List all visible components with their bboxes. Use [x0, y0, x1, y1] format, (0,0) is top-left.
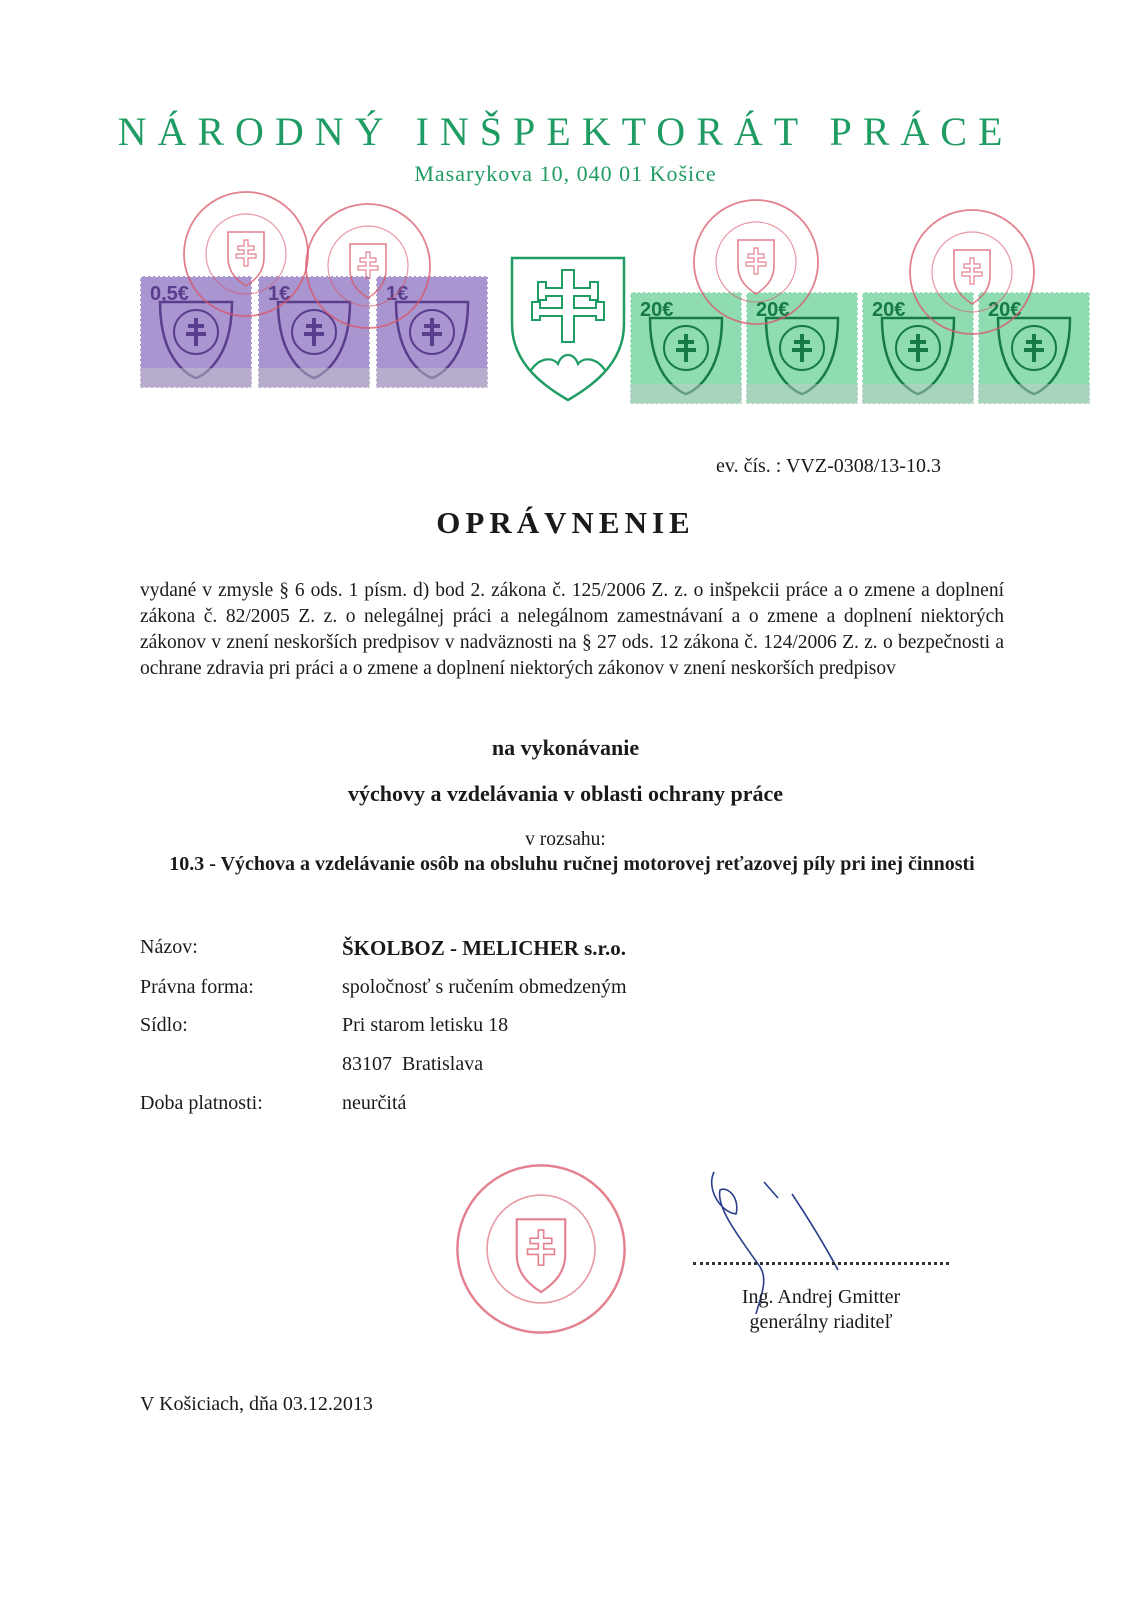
seat-street: Pri starom letisku 18	[342, 1014, 509, 1036]
stamp-value: 20€	[756, 299, 790, 321]
signer-role: generálny riaditeľ	[749, 1311, 893, 1333]
stamp-value: 20€	[640, 299, 674, 321]
scope-intro: v rozsahu:	[525, 829, 606, 850]
document-title: OPRÁVNENIE	[436, 505, 695, 540]
official-seal-icon	[302, 200, 434, 332]
legal-form-value: spoločnosť s ručením obmedzeným	[342, 976, 627, 998]
coat-of-arms-icon	[508, 254, 628, 404]
name-label: Názov:	[140, 936, 198, 958]
stamp-value: 0,5€	[150, 283, 189, 305]
validity-value: neurčitá	[342, 1092, 407, 1114]
official-seal-icon	[452, 1160, 630, 1338]
official-seal-icon	[180, 188, 312, 320]
official-seal-icon	[906, 206, 1038, 338]
purpose-intro: na vykonávanie	[491, 735, 640, 760]
stamp-value: 1€	[386, 283, 409, 305]
name-value: ŠKOLBOZ - MELICHER s.r.o.	[342, 936, 626, 960]
reference-number: ev. čís. : VVZ-0308/13-10.3	[716, 455, 941, 477]
scope-text: 10.3 - Výchova a vzdelávanie osôb na obsluhu ručnej motorovej reťazovej píly pri inej činnosti	[169, 853, 975, 875]
seat-city: 83107 Bratislava	[342, 1053, 484, 1075]
stamp-value: 20€	[872, 299, 906, 321]
stamp-value: 20€	[988, 299, 1022, 321]
signer-name: Ing. Andrej Gmitter	[741, 1286, 901, 1308]
purpose-main: výchovy a vzdelávania v oblasti ochrany práce	[347, 781, 784, 806]
legal-form-label: Právna forma:	[140, 976, 254, 998]
signature-line	[693, 1262, 949, 1265]
organization-address: Masarykova 10, 040 01 Košice	[414, 161, 717, 186]
official-seal-icon	[690, 196, 822, 328]
stamp-value: 1€	[268, 283, 291, 305]
legal-basis-text: vydané v zmysle § 6 ods. 1 písm. d) bod 2. zákona č. 125/2006 Z. z. o inšpekcii práce a o zmene a doplnení zákona č. 82/2005 Z. z. o nelegálnej práci a nelegálnom zamestnávaní a o zmene a doplnení niektorých zákonov v znení neskorších predpisov v nadväznosti na § 27 ods. 12 zákona č. 124/2006 Z. z. o bezpečnosti a ochrane zdravia pri práci a o zmene a doplnení niektorých zákonov v znení neskorších predpisov	[140, 580, 1004, 679]
validity-label: Doba platnosti:	[140, 1092, 263, 1114]
organization-name: NÁRODNÝ INŠPEKTORÁT PRÁCE	[117, 109, 1014, 154]
seat-label: Sídlo:	[140, 1014, 188, 1036]
place-date: V Košiciach, dňa 03.12.2013	[140, 1393, 373, 1415]
